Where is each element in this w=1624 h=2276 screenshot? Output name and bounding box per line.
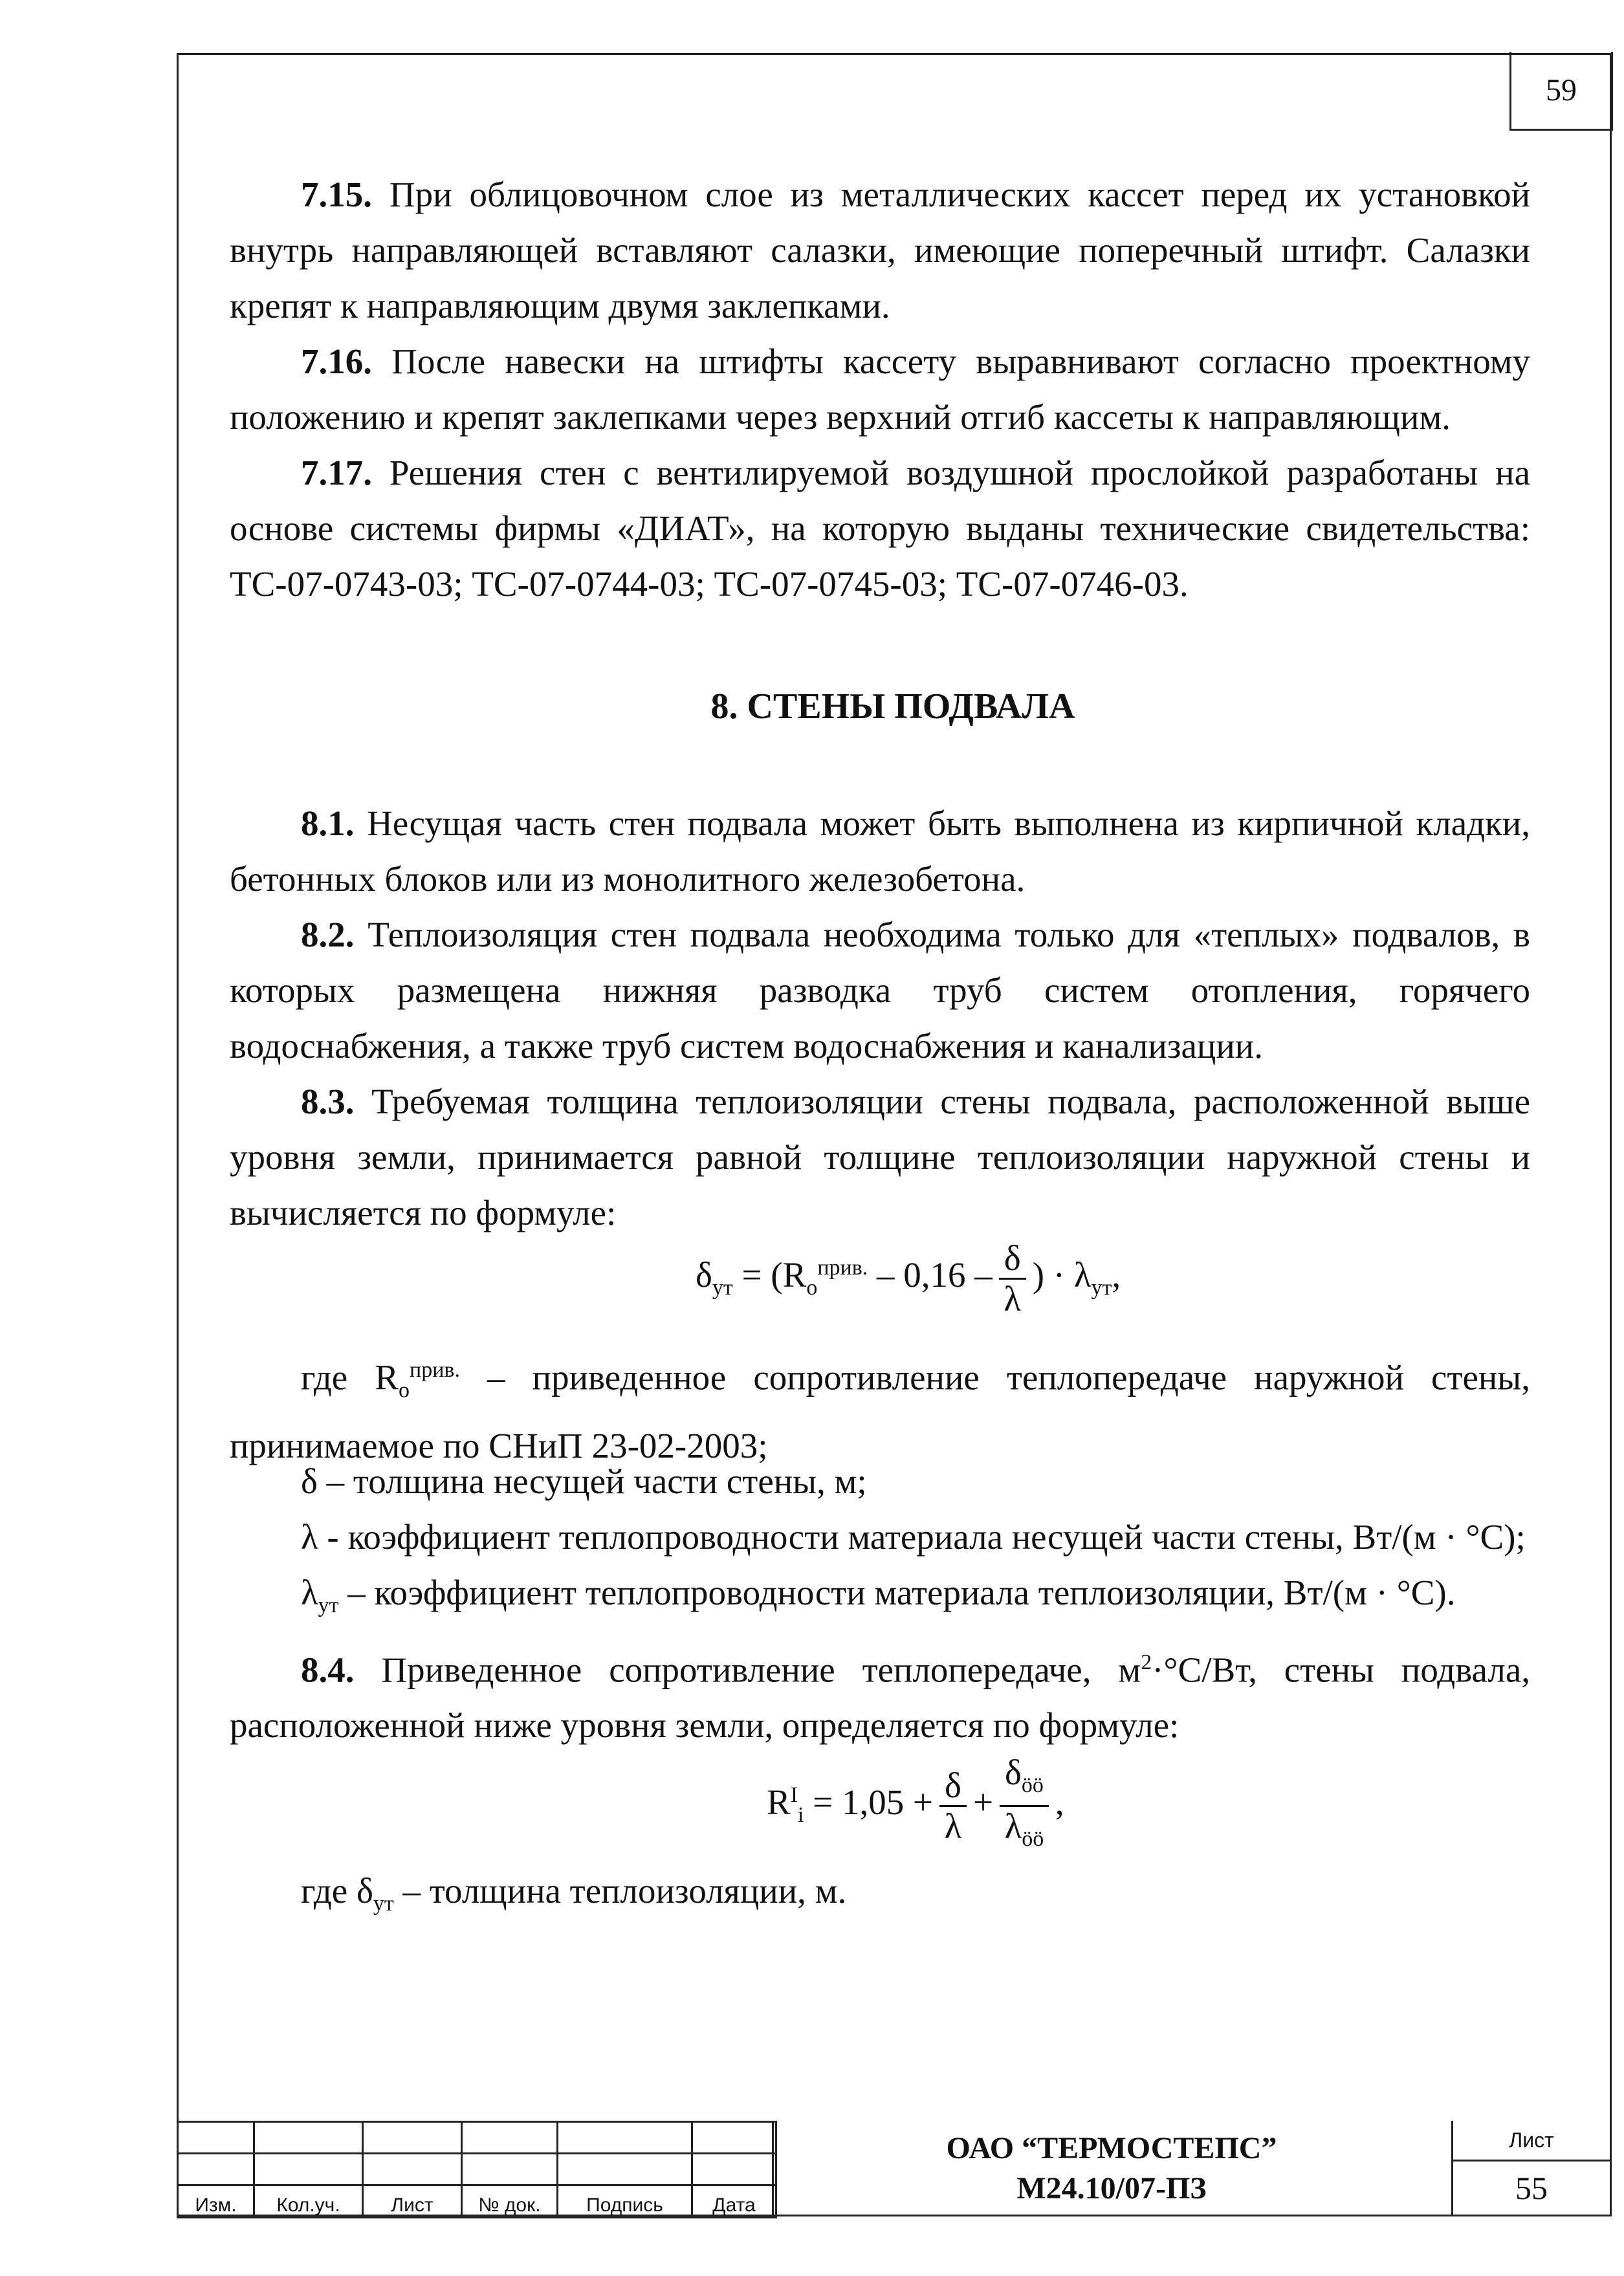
stamp-code: М24.10/07-ПЗ [1016, 2171, 1207, 2205]
paragraph-7-15: 7.15. При облицовочном слое из металлических кассет перед их установкой внутрь направляющей вставляют салазки, имеющие поперечный штифт. Салазки крепят к направляющим двумя заклепками. [230, 175, 1530, 325]
where-insulation-thickness: где $\delta_{ут}$ – толщина теплоизоляции, м. [301, 1871, 847, 1916]
def-delta: δ – толщина несущей части стены, м; [301, 1461, 867, 1501]
stamp-col-change: Изм. [178, 2185, 254, 2218]
formula-fraction-1: $\frac{\delta}{\lambda}$ [939, 1766, 967, 1846]
formula-fraction-2: $\frac{\delta_{öö}}{\lambda_{öö}}$ [1000, 1753, 1049, 1859]
stamp-col-doc-number: № док. [462, 2185, 558, 2218]
stamp-col-date: Дата [692, 2185, 776, 2218]
where-r-definition: где $R_o^{прив.}$ – приведенное сопротивление теплопередаче наружной стены, принимаемое по СНиП 23-02-2003; [230, 1357, 1530, 1466]
revision-table [177, 2121, 777, 2218]
title-block [177, 2121, 1612, 2216]
page-number-top: 59 [1509, 52, 1613, 131]
paragraph-8-4: 8.4. Приведенное сопротивление теплопередаче, $м^2\cdot^\circ С/Вт$, стены подвала, расположенной ниже уровня земли, определяется по формуле: [230, 1650, 1530, 1745]
def-lambda: λ - коэффициент теплопроводности материала несущей части стены, Вт/(м · °С); [301, 1517, 1526, 1557]
stamp-org: ОАО “ТЕРМОСТЕПС” [946, 2131, 1277, 2165]
stamp-title [772, 2121, 1451, 2216]
stamp-sheet-number: 55 [1515, 2170, 1548, 2206]
paragraph-7-16: 7.16. После навески на штифты кассету выравнивают согласно проектному положению и крепят заклепками через верхний отгиб кассеты к направляющим. [230, 342, 1530, 437]
paragraph-8-1: 8.1. Несущая часть стен подвала может быть выполнена из кирпичной кладки, бетонных блоков или из монолитного железобетона. [230, 804, 1530, 899]
paragraph-8-2: 8.2. Теплоизоляция стен подвала необходима только для «теплых» подвалов, в которых размещена нижняя разводка труб систем отопления, горячего водоснабжения, а также труб систем водоснабжения и канализации. [230, 915, 1530, 1066]
paragraph-8-3: 8.3. Требуемая толщина теплоизоляции стены подвала, расположенной выше уровня земли, принимается равной толщине теплоизоляции наружной стены и вычисляется по формуле: [230, 1082, 1530, 1232]
formula-fraction: $\frac{\delta}{\lambda}$ [999, 1239, 1026, 1319]
formula-insulation-thickness: $\delta_{ут} = (R_o^{прив.} - 0,16$ – $\frac{\delta}{\lambda}$ ) · $\lambda_{ут}$, [696, 1238, 1121, 1319]
stamp-col-quantity: Кол.уч. [254, 2185, 363, 2218]
stamp-col-sheet: Лист [363, 2185, 462, 2218]
section-heading: 8. СТЕНЫ ПОДВАЛА [710, 686, 1075, 727]
def-lambda-ut: $\lambda_{ут}$ – коэффициент теплопроводности материала теплоизоляции, Вт/(м · °С). [301, 1573, 1456, 1617]
formula-resistance: $R^I_i = 1,05$ + $\frac{\delta}{\lambda}$ + $\frac{\delta_{öö}}{\lambda_{öö}}$ , [767, 1753, 1064, 1859]
paragraph-7-17: 7.17. Решения стен с вентилируемой воздушной прослойкой разработаны на основе системы фирмы «ДИАТ», на которую выданы технические свидетельства: ТС-07-0743-03; ТС-07-0744-03; ТС-07-0745-03; ТС-07-0746-03. [230, 453, 1530, 604]
stamp-col-signature: Подпись [558, 2185, 692, 2218]
stamp-sheet-label: Лист [1451, 2121, 1612, 2161]
